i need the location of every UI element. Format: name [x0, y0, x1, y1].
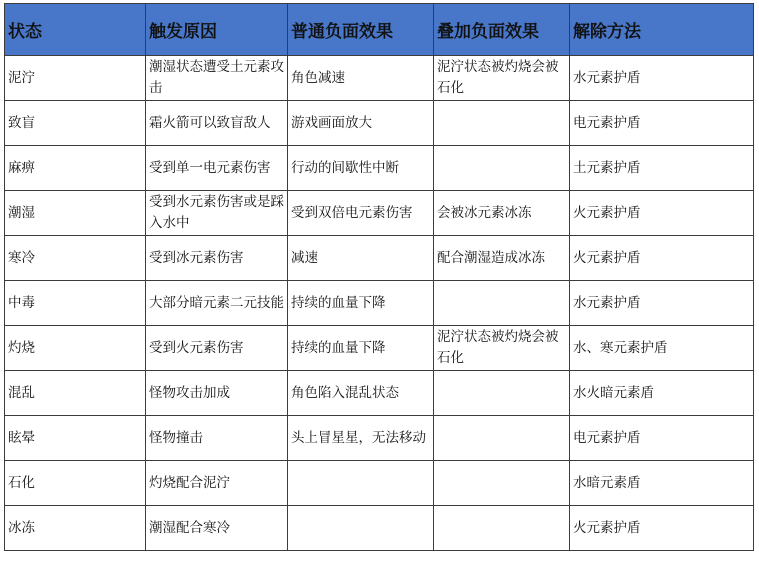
remedy-cell: 火元素护盾 — [570, 191, 754, 236]
status-cell: 石化 — [5, 461, 146, 506]
normal-effect-cell: 减速 — [288, 236, 434, 281]
trigger-cell: 怪物攻击加成 — [146, 371, 288, 416]
status-cell: 灼烧 — [5, 326, 146, 371]
table-row — [5, 281, 754, 326]
stacked-effect-cell — [434, 416, 570, 461]
header-cell-trigger: 触发原因 — [146, 4, 288, 56]
trigger-cell: 受到水元素伤害或是踩入水中 — [146, 191, 288, 236]
normal-effect-cell: 受到双倍电元素伤害 — [288, 191, 434, 236]
table-row — [5, 146, 754, 191]
status-cell: 泥泞 — [5, 56, 146, 101]
status-cell: 冰冻 — [5, 506, 146, 551]
normal-effect-cell: 游戏画面放大 — [288, 101, 434, 146]
trigger-cell: 大部分暗元素二元技能 — [146, 281, 288, 326]
normal-effect-cell — [288, 506, 434, 551]
remedy-cell: 电元素护盾 — [570, 416, 754, 461]
table-row — [5, 416, 754, 461]
remedy-cell: 水火暗元素盾 — [570, 371, 754, 416]
table-row — [5, 191, 754, 236]
trigger-cell: 灼烧配合泥泞 — [146, 461, 288, 506]
trigger-cell: 潮湿配合寒冷 — [146, 506, 288, 551]
stacked-effect-cell: 配合潮湿造成冰冻 — [434, 236, 570, 281]
status-cell: 潮湿 — [5, 191, 146, 236]
stacked-effect-cell — [434, 371, 570, 416]
stacked-effect-cell — [434, 101, 570, 146]
table-row — [5, 56, 754, 101]
status-effects-table — [4, 3, 754, 551]
remedy-cell: 水元素护盾 — [570, 281, 754, 326]
table-row — [5, 506, 754, 551]
normal-effect-cell: 头上冒星星，无法移动 — [288, 416, 434, 461]
normal-effect-cell: 行动的间歇性中断 — [288, 146, 434, 191]
trigger-cell: 受到火元素伤害 — [146, 326, 288, 371]
normal-effect-cell: 持续的血量下降 — [288, 281, 434, 326]
trigger-cell: 潮湿状态遭受土元素攻击 — [146, 56, 288, 101]
stacked-effect-cell: 泥泞状态被灼烧会被石化 — [434, 326, 570, 371]
status-cell: 寒冷 — [5, 236, 146, 281]
remedy-cell: 火元素护盾 — [570, 506, 754, 551]
normal-effect-cell: 角色陷入混乱状态 — [288, 371, 434, 416]
normal-effect-cell — [288, 461, 434, 506]
remedy-cell: 土元素护盾 — [570, 146, 754, 191]
stacked-effect-cell — [434, 146, 570, 191]
stacked-effect-cell: 泥泞状态被灼烧会被石化 — [434, 56, 570, 101]
table-row — [5, 326, 754, 371]
header-cell-status: 状态 — [5, 4, 146, 56]
stacked-effect-cell — [434, 506, 570, 551]
table-row — [5, 236, 754, 281]
header-cell-normal-effect: 普通负面效果 — [288, 4, 434, 56]
remedy-cell: 水元素护盾 — [570, 56, 754, 101]
trigger-cell: 怪物撞击 — [146, 416, 288, 461]
remedy-cell: 电元素护盾 — [570, 101, 754, 146]
status-cell: 致盲 — [5, 101, 146, 146]
header-cell-stacked-effect: 叠加负面效果 — [434, 4, 570, 56]
stacked-effect-cell: 会被冰元素冰冻 — [434, 191, 570, 236]
status-cell: 中毒 — [5, 281, 146, 326]
header-row — [5, 4, 754, 56]
remedy-cell: 火元素护盾 — [570, 236, 754, 281]
header-cell-remedy: 解除方法 — [570, 4, 754, 56]
table-row — [5, 371, 754, 416]
table-row — [5, 461, 754, 506]
remedy-cell: 水、寒元素护盾 — [570, 326, 754, 371]
normal-effect-cell: 角色减速 — [288, 56, 434, 101]
trigger-cell: 受到冰元素伤害 — [146, 236, 288, 281]
trigger-cell: 受到单一电元素伤害 — [146, 146, 288, 191]
status-cell: 麻痹 — [5, 146, 146, 191]
stacked-effect-cell — [434, 461, 570, 506]
stacked-effect-cell — [434, 281, 570, 326]
normal-effect-cell: 持续的血量下降 — [288, 326, 434, 371]
trigger-cell: 霜火箭可以致盲敌人 — [146, 101, 288, 146]
table-row — [5, 101, 754, 146]
remedy-cell: 水暗元素盾 — [570, 461, 754, 506]
status-cell: 混乱 — [5, 371, 146, 416]
status-cell: 眩晕 — [5, 416, 146, 461]
